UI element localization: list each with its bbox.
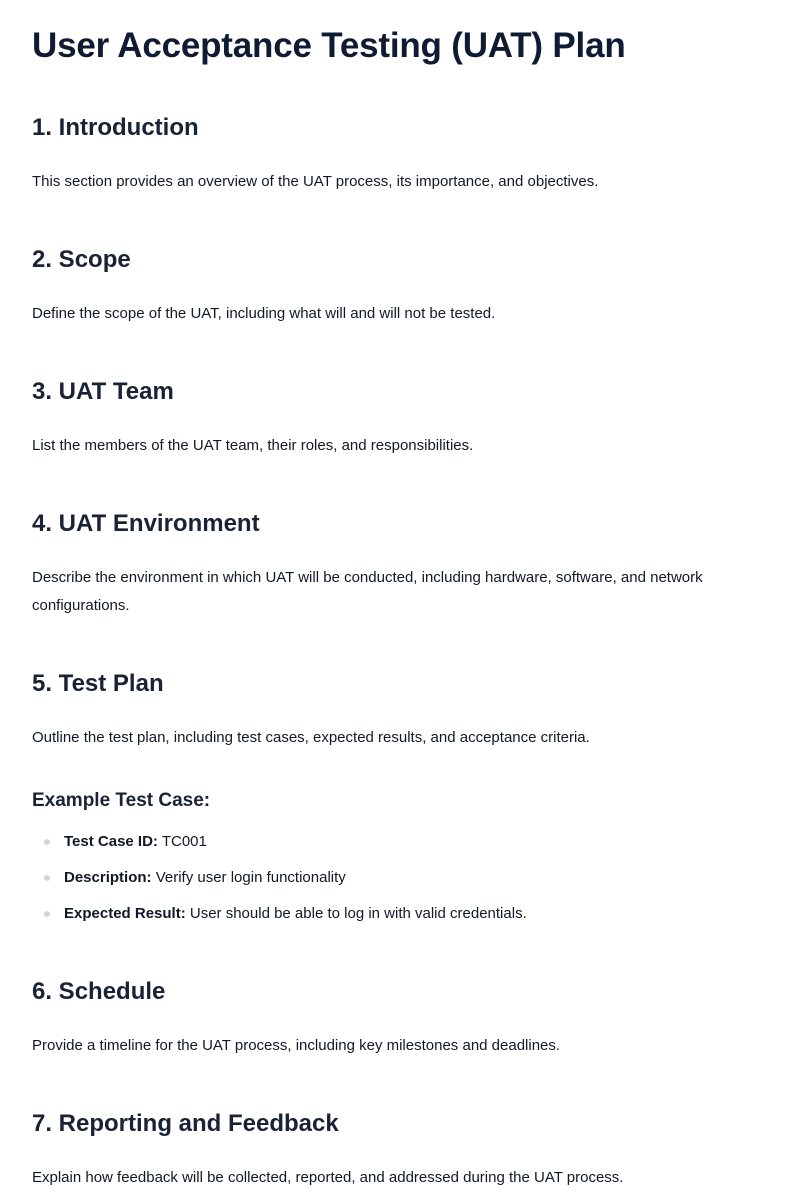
test-case-expected-result-value: User should be able to log in with valid credentials. bbox=[189, 905, 527, 922]
test-case-description-item bbox=[32, 862, 752, 898]
bullet-icon bbox=[44, 875, 50, 881]
example-test-case-heading: Example Test Case: bbox=[32, 790, 211, 811]
section-heading-uat-team: 3. UAT Team bbox=[32, 378, 174, 405]
test-case-id-item bbox=[32, 826, 752, 862]
bullet-icon bbox=[44, 911, 50, 917]
section-heading-schedule: 6. Schedule bbox=[32, 978, 166, 1005]
section-text-uat-environment: Describe the environment in which UAT will be conducted, including hardware, software, and network configurations. bbox=[32, 569, 703, 614]
test-case-expected-result-label: Expected Result: bbox=[64, 905, 186, 922]
section-text-schedule: Provide a timeline for the UAT process, including key milestones and deadlines. bbox=[32, 1037, 561, 1054]
test-case-description-label: Description: bbox=[64, 869, 152, 886]
example-test-case-list bbox=[32, 826, 752, 934]
test-case-expected-result-item bbox=[32, 898, 752, 934]
section-text-uat-team: List the members of the UAT team, their roles, and responsibilities. bbox=[32, 437, 474, 454]
section-heading-test-plan: 5. Test Plan bbox=[32, 670, 164, 697]
section-text-scope: Define the scope of the UAT, including what will and will not be tested. bbox=[32, 305, 496, 322]
bullet-icon bbox=[44, 839, 50, 845]
test-case-id-label: Test Case ID: bbox=[64, 833, 158, 850]
section-heading-scope: 2. Scope bbox=[32, 246, 131, 273]
test-case-id-value: TC001 bbox=[161, 833, 207, 850]
section-heading-uat-environment: 4. UAT Environment bbox=[32, 510, 260, 537]
section-text-reporting-feedback: Explain how feedback will be collected, reported, and addressed during the UAT process. bbox=[32, 1169, 624, 1186]
section-heading-reporting-feedback: 7. Reporting and Feedback bbox=[32, 1110, 339, 1137]
section-heading-introduction: 1. Introduction bbox=[32, 114, 199, 141]
section-text-test-plan: Outline the test plan, including test cases, expected results, and acceptance criteria. bbox=[32, 729, 590, 746]
section-text-introduction: This section provides an overview of the UAT process, its importance, and objectives. bbox=[32, 173, 599, 190]
test-case-description-value: Verify user login functionality bbox=[155, 869, 346, 886]
document-title: User Acceptance Testing (UAT) Plan bbox=[32, 26, 626, 65]
